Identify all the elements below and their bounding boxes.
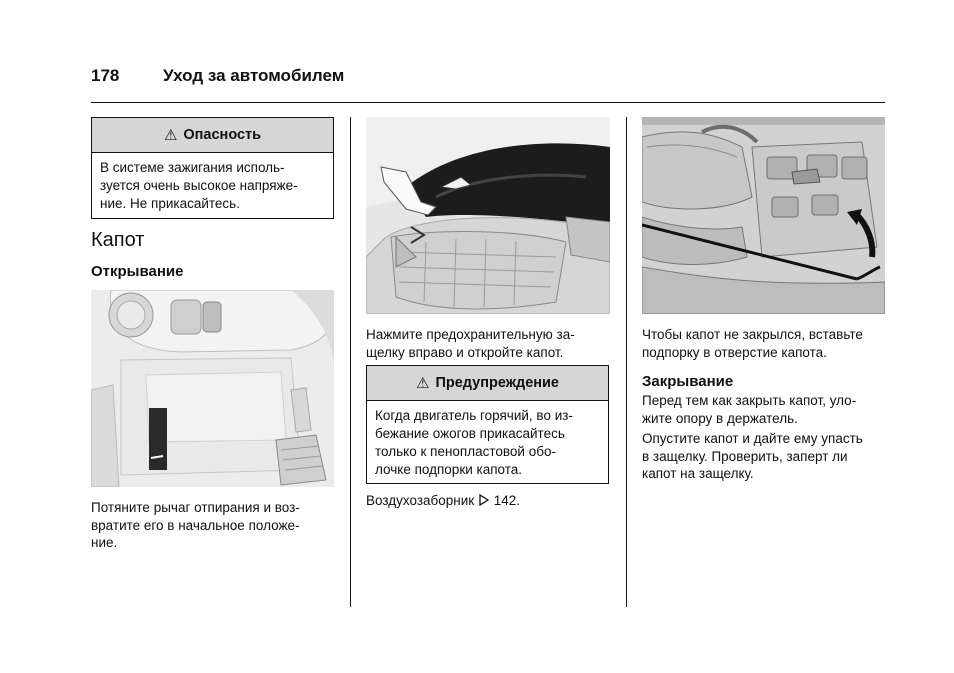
header-rule [91, 102, 885, 103]
text-line: В системе зажигания исполь- [100, 160, 285, 175]
text-line: бежание ожогов прикасайтесь [375, 426, 565, 441]
warning-triangle-icon: ⚠ [415, 375, 430, 392]
text-line: вратите его в начальное положе- [91, 517, 300, 533]
text-line: только к пенопластовой обо- [375, 444, 556, 459]
section-title: Капот [91, 229, 145, 251]
danger-box-title: Опасность [183, 127, 262, 143]
text-line: Нажмите предохранительную за- [366, 327, 575, 342]
reference-text: Воздухозаборник [366, 493, 475, 508]
text-line: ние. [91, 535, 118, 550]
danger-box [91, 117, 334, 219]
text-line: Опустите капот и дайте ему упасть [642, 431, 863, 446]
caption-opening [91, 499, 341, 552]
text-line: Перед тем как закрыть капот, уло- [642, 393, 857, 408]
chapter-title: Уход за автомобилем [163, 66, 345, 85]
column-separator [626, 117, 627, 607]
text-line: жите опору в держатель. [642, 410, 798, 426]
warning-box-title: Предупреждение [435, 375, 559, 391]
hood-prop-rod-illustration [642, 117, 885, 314]
text-line: Чтобы капот не закрылся, вставьте [642, 327, 863, 342]
danger-box-text [92, 153, 333, 221]
text-line: капот на защелку. [642, 466, 754, 481]
danger-box-header [92, 118, 333, 153]
subsection-title-opening: Открывание [91, 263, 184, 280]
closing-paragraph-2 [642, 430, 897, 483]
caption-safety-catch [366, 326, 621, 361]
text-line: в защелку. Проверить, заперт ли [642, 448, 848, 464]
hood-release-lever-illustration [91, 290, 334, 487]
subsection-title-closing: Закрывание [642, 373, 734, 390]
warning-triangle-icon: ⚠ [163, 127, 178, 144]
text-line: щелку вправо и откройте капот. [366, 344, 564, 360]
warning-box-header [367, 366, 608, 401]
text-line: лочке подпорки капота. [375, 462, 523, 477]
column-separator [350, 117, 351, 607]
text-line: Потяните рычаг отпирания и воз- [91, 500, 300, 515]
warning-box-text [367, 401, 608, 487]
text-line: подпорку в отверстие капота. [642, 344, 827, 360]
warning-box [366, 365, 609, 484]
page-number: 178 [91, 66, 120, 85]
reference-page: 142. [493, 493, 520, 508]
hood-safety-catch-illustration [366, 117, 610, 314]
text-line: Когда двигатель горячий, во из- [375, 408, 573, 423]
cross-reference[interactable] [366, 492, 621, 510]
closing-paragraph-1 [642, 392, 897, 427]
text-line: зуется очень высокое напряже- [100, 178, 298, 193]
reference-arrow-icon [478, 493, 494, 508]
caption-prop-rod [642, 326, 897, 361]
page-header [91, 66, 344, 86]
text-line: ние. Не прикасайтесь. [100, 196, 240, 211]
